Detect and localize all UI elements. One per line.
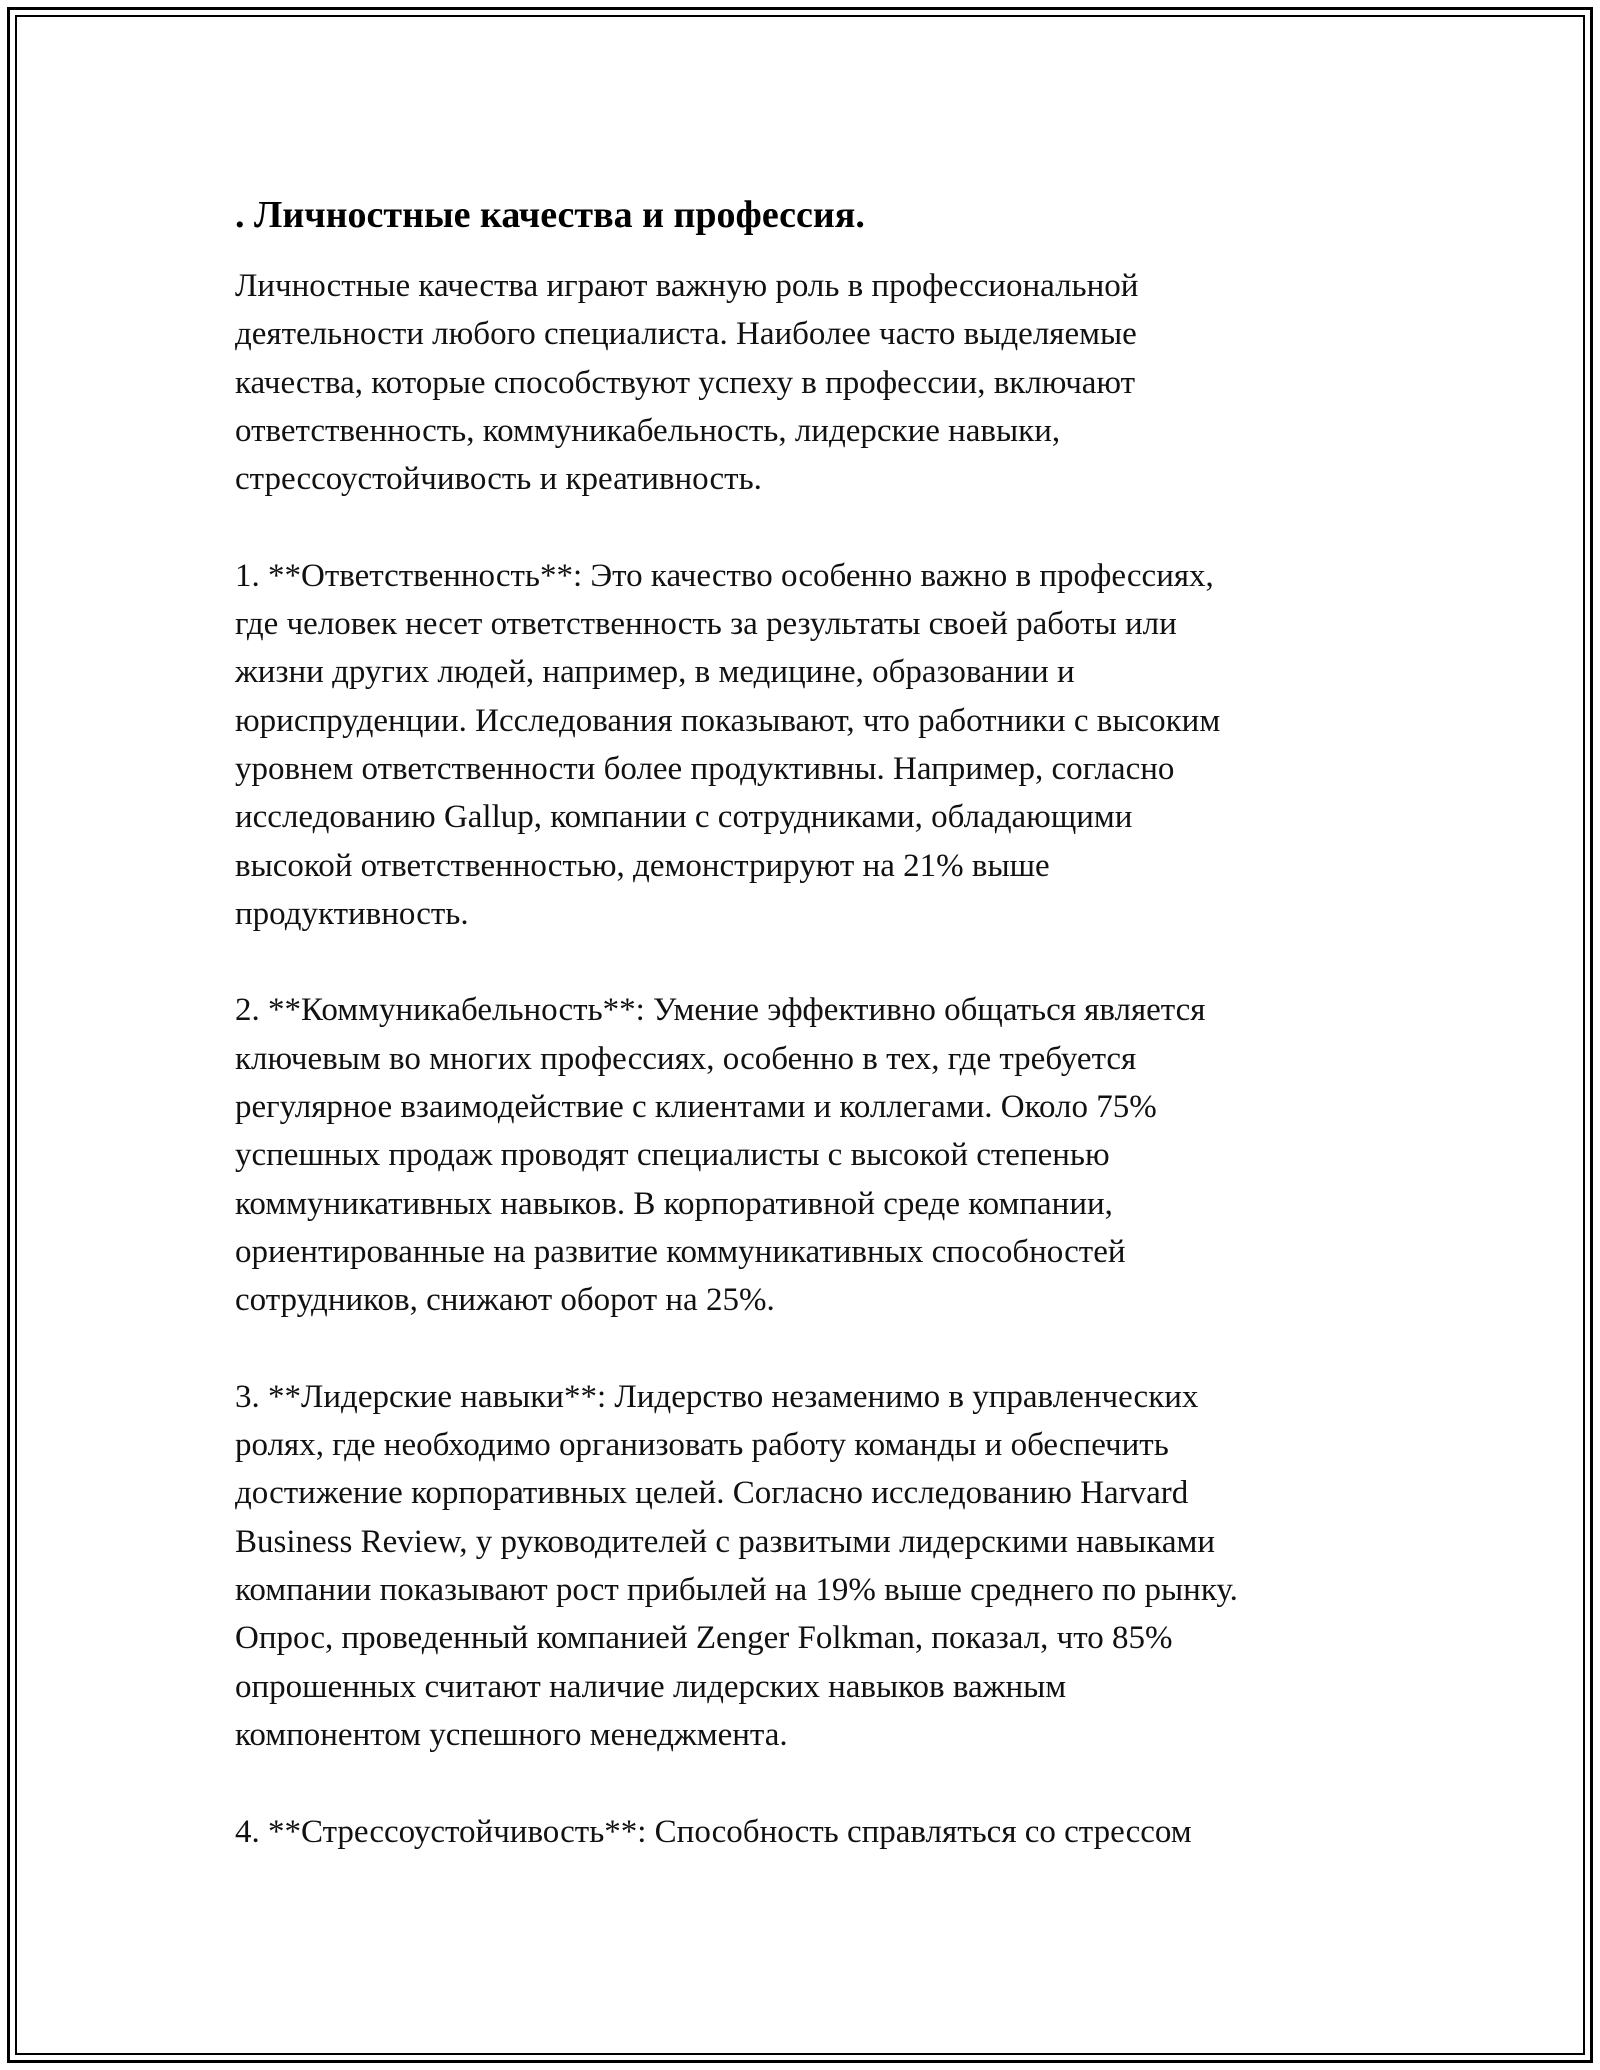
text-line: стрессоустойчивость и креативность.	[235, 461, 762, 498]
document-title: . Личностные качества и профессия.	[235, 194, 865, 236]
text-line: юриспруденции. Исследования показывают, что работники с высоким	[235, 702, 1221, 739]
text-line: жизни других людей, например, в медицине, образовании и	[235, 654, 1075, 691]
text-line: 2. **Коммуникабельность**: Умение эффективно общаться является	[235, 992, 1206, 1029]
text-line: уровнем ответственности более продуктивны. Например, согласно	[235, 750, 1175, 787]
text-line: качества, которые способствуют успеху в профессии, включают	[235, 364, 1136, 401]
paragraph-leadership	[235, 1373, 1385, 1759]
paragraph-communication	[235, 986, 1385, 1324]
text-line: Личностные качества играют важную роль в профессиональной	[235, 268, 1139, 304]
text-line: ролях, где необходимо организовать работу команды и обеспечить	[235, 1427, 1169, 1464]
text-line: 3. **Лидерские навыки**: Лидерство незаменимо в управленческих	[235, 1378, 1199, 1415]
paragraph-stress-resistance	[235, 1808, 1385, 1856]
text-line: компании показывают рост прибылей на 19% выше среднего по рынку.	[235, 1572, 1238, 1609]
text-line: опрошенных считают наличие лидерских навыков важным	[235, 1668, 1067, 1705]
text-line: ответственность, коммуникабельность, лидерские навыки,	[235, 412, 1061, 449]
text-line: Опрос, проведенный компанией Zenger Folkman, показал, что 85%	[235, 1620, 1173, 1657]
text-line: ключевым во многих профессиях, особенно в тех, где требуется	[235, 1040, 1137, 1077]
text-line: где человек несет ответственность за результаты своей работы или	[235, 606, 1177, 643]
document-body	[235, 188, 1385, 1904]
text-line: коммуникативных навыков. В корпоративной среде компании,	[235, 1185, 1113, 1222]
paragraph-intro	[235, 262, 1385, 503]
text-line: Business Review, у руководителей с развитыми лидерскими навыками	[235, 1523, 1216, 1560]
text-line: деятельности любого специалиста. Наиболее часто выделяемые	[235, 316, 1137, 353]
text-line: достижение корпоративных целей. Согласно исследованию Harvard	[235, 1475, 1189, 1512]
text-line: компонентом успешного менеджмента.	[235, 1716, 788, 1753]
text-line: исследованию Gallup, компании с сотрудниками, обладающими	[235, 799, 1133, 836]
text-line: успешных продаж проводят специалисты с высокой степенью	[235, 1137, 1110, 1174]
text-line: сотрудников, снижают оборот на 25%.	[235, 1282, 775, 1319]
text-line: ориентированные на развитие коммуникативных способностей	[235, 1233, 1126, 1270]
text-line: продуктивность.	[235, 895, 469, 932]
text-line: 4. **Стрессоустойчивость**: Способность справляться со стрессом	[235, 1813, 1192, 1850]
paragraph-responsibility	[235, 552, 1385, 938]
text-line: 1. **Ответственность**: Это качество особенно важно в профессиях,	[235, 557, 1214, 594]
text-line: высокой ответственностью, демонстрируют на 21% выше	[235, 847, 1050, 884]
text-line: регулярное взаимодействие с клиентами и коллегами. Около 75%	[235, 1089, 1157, 1126]
